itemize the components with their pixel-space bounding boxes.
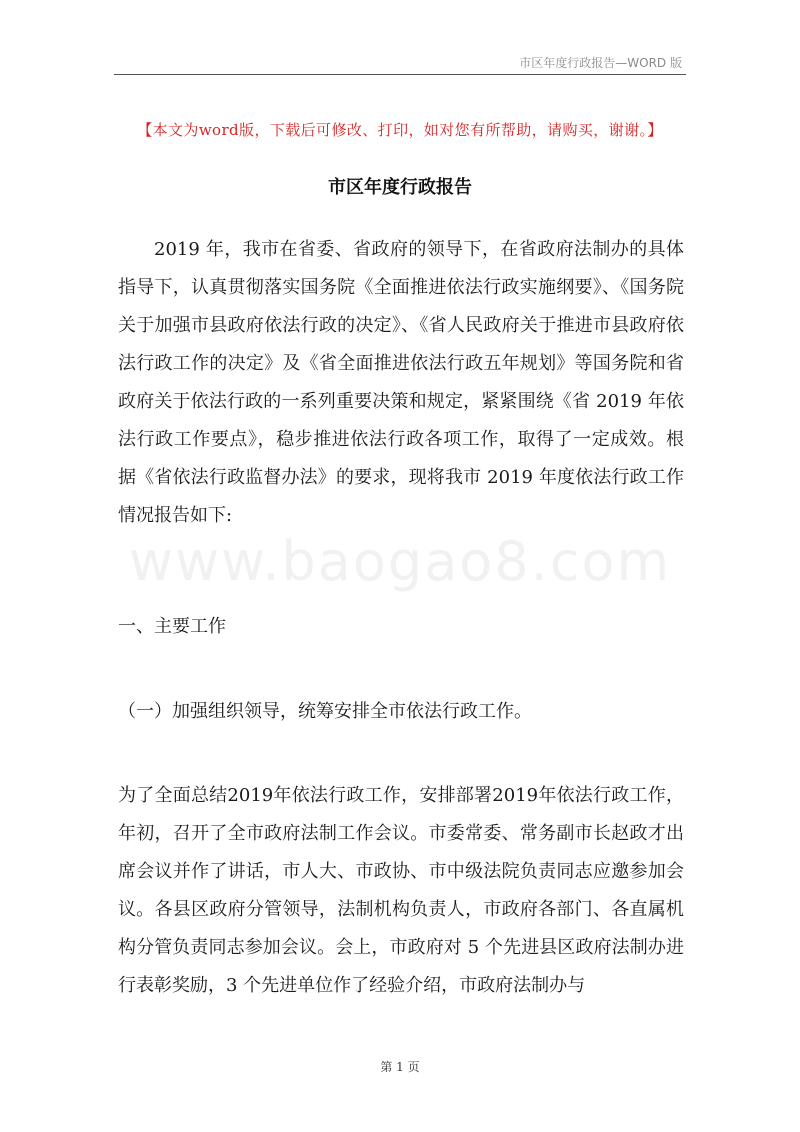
running-header: 市区年度行政报告—WORD 版: [519, 56, 682, 70]
intro-paragraph: 2019 年，我市在省委、省政府的领导下，在省政府法制办的具体指导下，认真贯彻落实国务院《全面推进依法行政实施纲要》、《国务院关于加强市县政府依法行政的决定》、《省人民政府关于推进市县政府依法行政工作的决定》及《省全面推进依法行政五年规划》等国务院和省政府关于依法行政的一系列重要决策和规定，紧紧围绕《省 2019 年依法行政工作要点》，稳步推进依法行政各项工作，取得了一定成效。根据《省依法行政监督办法》的要求，现将我市 2019 年度依法行政工作情况报告如下:: [118, 239, 684, 526]
subsection-heading: （一）加强组织领导，统筹安排全市依法行政工作。: [118, 701, 532, 722]
header-divider: [114, 74, 686, 75]
watermark: www.baogao8.com: [128, 530, 672, 593]
page-number: 第 1 页: [380, 1060, 420, 1074]
download-notice: 【本文为word版，下载后可修改、打印，如对您有所帮助，请购买，谢谢。】: [137, 121, 663, 139]
document-title: 市区年度行政报告: [328, 177, 472, 198]
body-paragraph: 为了全面总结2019年依法行政工作，安排部署2019年依法行政工作，年初，召开了全市政府法制工作会议。市委常委、常务副市长赵政才出席会议并作了讲话，市人大、市政协、市中级法院负责同志应邀参加会议。各县区政府分管领导，法制机构负责人，市政府各部门、各直属机构分管负责同志参加会议。会上，市政府对 5 个先进县区政府法制办进行表彰奖励，3 个先进单位作了经验介绍，市政府法制办与: [118, 785, 684, 996]
section-heading: 一、主要工作: [118, 616, 226, 637]
